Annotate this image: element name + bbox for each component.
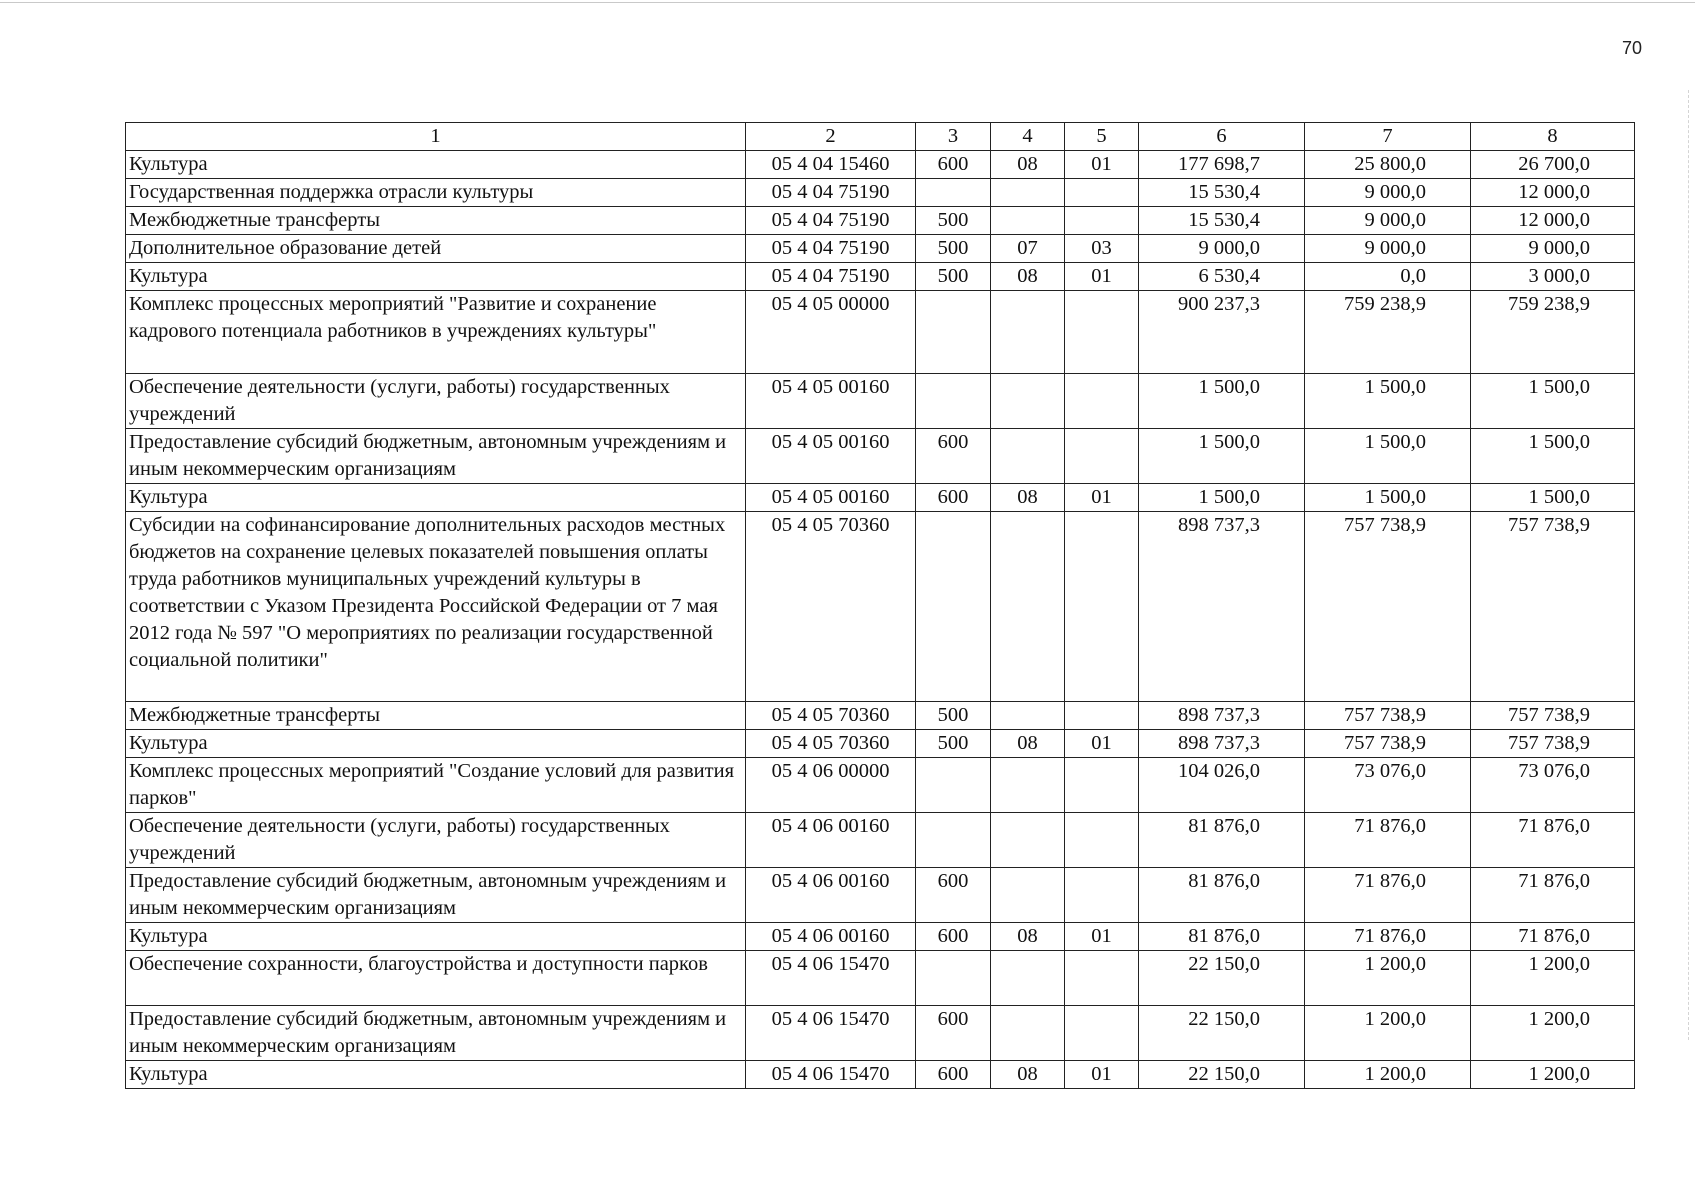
row-expense-type-cell: 600 — [916, 484, 991, 512]
row-name-cell: Культура — [126, 263, 746, 291]
row-section-cell — [991, 951, 1065, 1006]
row-section-cell — [991, 429, 1065, 484]
row-subsection-cell — [1065, 179, 1139, 207]
row-section-cell — [991, 702, 1065, 730]
row-value-col7-cell: 1 200,0 — [1305, 1061, 1471, 1089]
row-section-cell — [991, 758, 1065, 813]
row-code-cell: 05 4 06 15470 — [746, 1061, 916, 1089]
row-value-col8-cell: 757 738,9 — [1471, 512, 1635, 702]
row-value-col8-cell: 12 000,0 — [1471, 207, 1635, 235]
table-row — [126, 291, 1635, 374]
row-value-col6-cell: 22 150,0 — [1139, 1006, 1305, 1061]
column-header-4: 4 — [991, 123, 1065, 151]
column-header-5: 5 — [1065, 123, 1139, 151]
row-code-cell: 05 4 05 00160 — [746, 374, 916, 429]
row-name-cell: Комплекс процессных мероприятий "Создание условий для развития парков" — [126, 758, 746, 813]
row-section-cell: 08 — [991, 151, 1065, 179]
row-value-col7-cell: 71 876,0 — [1305, 923, 1471, 951]
row-section-cell — [991, 868, 1065, 923]
page-number: 70 — [1622, 38, 1643, 58]
row-section-cell: 07 — [991, 235, 1065, 263]
row-subsection-cell — [1065, 291, 1139, 374]
row-code-cell: 05 4 05 00160 — [746, 484, 916, 512]
table-row — [126, 429, 1635, 484]
row-value-col6-cell: 22 150,0 — [1139, 1061, 1305, 1089]
row-value-col7-cell: 73 076,0 — [1305, 758, 1471, 813]
table-row — [126, 484, 1635, 512]
row-value-col8-cell: 71 876,0 — [1471, 813, 1635, 868]
row-value-col6-cell: 81 876,0 — [1139, 813, 1305, 868]
row-value-col7-cell: 757 738,9 — [1305, 512, 1471, 702]
row-expense-type-cell: 500 — [916, 730, 991, 758]
row-expense-type-cell: 600 — [916, 1006, 991, 1061]
table-row — [126, 207, 1635, 235]
row-name-cell: Культура — [126, 730, 746, 758]
table-row — [126, 151, 1635, 179]
row-value-col7-cell: 1 500,0 — [1305, 429, 1471, 484]
row-name-cell: Межбюджетные трансферты — [126, 702, 746, 730]
row-section-cell — [991, 1006, 1065, 1061]
row-value-col7-cell: 1 500,0 — [1305, 484, 1471, 512]
row-expense-type-cell: 500 — [916, 235, 991, 263]
row-value-col6-cell: 104 026,0 — [1139, 758, 1305, 813]
row-expense-type-cell: 600 — [916, 151, 991, 179]
row-code-cell: 05 4 05 70360 — [746, 702, 916, 730]
table-row — [126, 1006, 1635, 1061]
row-code-cell: 05 4 06 15470 — [746, 951, 916, 1006]
table-row — [126, 813, 1635, 868]
row-name-cell: Предоставление субсидий бюджетным, автономным учреждениям и иным некоммерческим организациям — [126, 1006, 746, 1061]
row-value-col7-cell: 71 876,0 — [1305, 868, 1471, 923]
row-value-col7-cell: 0,0 — [1305, 263, 1471, 291]
row-name-cell: Культура — [126, 1061, 746, 1089]
row-name-cell: Культура — [126, 484, 746, 512]
row-value-col7-cell: 25 800,0 — [1305, 151, 1471, 179]
table-row — [126, 512, 1635, 702]
row-subsection-cell: 01 — [1065, 263, 1139, 291]
column-header-6: 6 — [1139, 123, 1305, 151]
row-subsection-cell — [1065, 374, 1139, 429]
row-subsection-cell — [1065, 951, 1139, 1006]
row-subsection-cell — [1065, 702, 1139, 730]
row-name-cell: Обеспечение сохранности, благоустройства и доступности парков — [126, 951, 746, 1006]
row-name-cell: Предоставление субсидий бюджетным, автономным учреждениям и иным некоммерческим организациям — [126, 868, 746, 923]
column-header-2: 2 — [746, 123, 916, 151]
column-header-3: 3 — [916, 123, 991, 151]
scan-edge-marks — [1688, 90, 1691, 1040]
row-value-col6-cell: 898 737,3 — [1139, 730, 1305, 758]
row-subsection-cell — [1065, 868, 1139, 923]
row-expense-type-cell: 600 — [916, 868, 991, 923]
row-code-cell: 05 4 04 75190 — [746, 263, 916, 291]
row-section-cell: 08 — [991, 730, 1065, 758]
row-value-col8-cell: 71 876,0 — [1471, 868, 1635, 923]
row-section-cell — [991, 291, 1065, 374]
row-subsection-cell: 03 — [1065, 235, 1139, 263]
row-expense-type-cell — [916, 758, 991, 813]
row-value-col8-cell: 759 238,9 — [1471, 291, 1635, 374]
row-expense-type-cell — [916, 813, 991, 868]
row-value-col7-cell: 9 000,0 — [1305, 235, 1471, 263]
row-value-col8-cell: 1 500,0 — [1471, 484, 1635, 512]
row-code-cell: 05 4 04 75190 — [746, 235, 916, 263]
row-value-col6-cell: 1 500,0 — [1139, 374, 1305, 429]
row-expense-type-cell — [916, 512, 991, 702]
row-name-cell: Межбюджетные трансферты — [126, 207, 746, 235]
row-value-col7-cell: 1 200,0 — [1305, 1006, 1471, 1061]
row-expense-type-cell: 500 — [916, 702, 991, 730]
row-name-cell: Культура — [126, 923, 746, 951]
row-code-cell: 05 4 05 00000 — [746, 291, 916, 374]
row-code-cell: 05 4 06 00160 — [746, 868, 916, 923]
row-value-col6-cell: 81 876,0 — [1139, 923, 1305, 951]
page-top-rule — [0, 2, 1695, 3]
row-value-col8-cell: 757 738,9 — [1471, 702, 1635, 730]
table-row — [126, 758, 1635, 813]
row-subsection-cell — [1065, 1006, 1139, 1061]
row-section-cell — [991, 512, 1065, 702]
row-value-col8-cell: 3 000,0 — [1471, 263, 1635, 291]
table-row — [126, 951, 1635, 1006]
row-value-col6-cell: 22 150,0 — [1139, 951, 1305, 1006]
row-code-cell: 05 4 04 15460 — [746, 151, 916, 179]
row-value-col6-cell: 898 737,3 — [1139, 702, 1305, 730]
row-subsection-cell — [1065, 758, 1139, 813]
row-value-col8-cell: 757 738,9 — [1471, 730, 1635, 758]
row-section-cell — [991, 179, 1065, 207]
row-value-col7-cell: 759 238,9 — [1305, 291, 1471, 374]
row-value-col6-cell: 6 530,4 — [1139, 263, 1305, 291]
row-value-col7-cell: 71 876,0 — [1305, 813, 1471, 868]
row-expense-type-cell — [916, 179, 991, 207]
row-value-col6-cell: 1 500,0 — [1139, 484, 1305, 512]
row-section-cell — [991, 374, 1065, 429]
row-expense-type-cell: 500 — [916, 263, 991, 291]
budget-table — [125, 122, 1635, 1089]
row-value-col8-cell: 12 000,0 — [1471, 179, 1635, 207]
row-code-cell: 05 4 06 00160 — [746, 813, 916, 868]
row-code-cell: 05 4 05 70360 — [746, 730, 916, 758]
row-name-cell: Обеспечение деятельности (услуги, работы) государственных учреждений — [126, 813, 746, 868]
row-code-cell: 05 4 04 75190 — [746, 179, 916, 207]
row-value-col8-cell: 1 500,0 — [1471, 374, 1635, 429]
table-row — [126, 923, 1635, 951]
row-code-cell: 05 4 06 00000 — [746, 758, 916, 813]
row-name-cell: Дополнительное образование детей — [126, 235, 746, 263]
row-expense-type-cell: 600 — [916, 923, 991, 951]
row-value-col6-cell: 81 876,0 — [1139, 868, 1305, 923]
row-code-cell: 05 4 06 15470 — [746, 1006, 916, 1061]
row-value-col8-cell: 71 876,0 — [1471, 923, 1635, 951]
row-section-cell: 08 — [991, 484, 1065, 512]
table-row — [126, 1061, 1635, 1089]
row-value-col6-cell: 1 500,0 — [1139, 429, 1305, 484]
row-name-cell: Государственная поддержка отрасли культуры — [126, 179, 746, 207]
row-value-col6-cell: 15 530,4 — [1139, 179, 1305, 207]
row-subsection-cell: 01 — [1065, 923, 1139, 951]
row-name-cell: Культура — [126, 151, 746, 179]
row-section-cell: 08 — [991, 1061, 1065, 1089]
row-subsection-cell: 01 — [1065, 151, 1139, 179]
row-subsection-cell — [1065, 429, 1139, 484]
table-header-row — [126, 123, 1635, 151]
row-name-cell: Предоставление субсидий бюджетным, автономным учреждениям и иным некоммерческим организациям — [126, 429, 746, 484]
row-name-cell: Обеспечение деятельности (услуги, работы) государственных учреждений — [126, 374, 746, 429]
row-section-cell — [991, 813, 1065, 868]
row-value-col7-cell: 9 000,0 — [1305, 207, 1471, 235]
table-row — [126, 235, 1635, 263]
row-section-cell: 08 — [991, 923, 1065, 951]
row-value-col6-cell: 9 000,0 — [1139, 235, 1305, 263]
row-section-cell: 08 — [991, 263, 1065, 291]
row-name-cell: Субсидии на софинансирование дополнительных расходов местных бюджетов на сохранение целевых показателей повышения оплаты труда работников муниципальных учреждений культуры в соответствии с Указом Президента Российской Федерации от 7 мая 2012 года № 597 "О мероприятиях по реализации государственной социальной политики" — [126, 512, 746, 702]
row-code-cell: 05 4 05 70360 — [746, 512, 916, 702]
row-value-col6-cell: 177 698,7 — [1139, 151, 1305, 179]
column-header-8: 8 — [1471, 123, 1635, 151]
row-expense-type-cell — [916, 951, 991, 1006]
row-expense-type-cell: 600 — [916, 1061, 991, 1089]
row-value-col7-cell: 757 738,9 — [1305, 730, 1471, 758]
row-value-col8-cell: 26 700,0 — [1471, 151, 1635, 179]
row-expense-type-cell — [916, 291, 991, 374]
column-header-1: 1 — [126, 123, 746, 151]
table-row — [126, 868, 1635, 923]
row-value-col7-cell: 1 200,0 — [1305, 951, 1471, 1006]
row-value-col7-cell: 1 500,0 — [1305, 374, 1471, 429]
row-expense-type-cell: 500 — [916, 207, 991, 235]
row-value-col7-cell: 9 000,0 — [1305, 179, 1471, 207]
row-value-col8-cell: 1 200,0 — [1471, 1006, 1635, 1061]
row-value-col8-cell: 1 500,0 — [1471, 429, 1635, 484]
table-row — [126, 374, 1635, 429]
row-value-col6-cell: 900 237,3 — [1139, 291, 1305, 374]
row-value-col7-cell: 757 738,9 — [1305, 702, 1471, 730]
row-expense-type-cell: 600 — [916, 429, 991, 484]
table-row — [126, 179, 1635, 207]
row-value-col6-cell: 15 530,4 — [1139, 207, 1305, 235]
row-value-col8-cell: 1 200,0 — [1471, 1061, 1635, 1089]
row-code-cell: 05 4 06 00160 — [746, 923, 916, 951]
table-row — [126, 702, 1635, 730]
row-subsection-cell — [1065, 512, 1139, 702]
row-value-col8-cell: 1 200,0 — [1471, 951, 1635, 1006]
row-subsection-cell: 01 — [1065, 484, 1139, 512]
column-header-7: 7 — [1305, 123, 1471, 151]
row-value-col8-cell: 9 000,0 — [1471, 235, 1635, 263]
row-code-cell: 05 4 05 00160 — [746, 429, 916, 484]
table-row — [126, 263, 1635, 291]
table-row — [126, 730, 1635, 758]
row-name-cell: Комплекс процессных мероприятий "Развитие и сохранение кадрового потенциала работников в учреждениях культуры" — [126, 291, 746, 374]
row-value-col8-cell: 73 076,0 — [1471, 758, 1635, 813]
row-expense-type-cell — [916, 374, 991, 429]
row-code-cell: 05 4 04 75190 — [746, 207, 916, 235]
row-subsection-cell: 01 — [1065, 1061, 1139, 1089]
row-subsection-cell — [1065, 813, 1139, 868]
row-subsection-cell — [1065, 207, 1139, 235]
row-value-col6-cell: 898 737,3 — [1139, 512, 1305, 702]
row-section-cell — [991, 207, 1065, 235]
row-subsection-cell: 01 — [1065, 730, 1139, 758]
